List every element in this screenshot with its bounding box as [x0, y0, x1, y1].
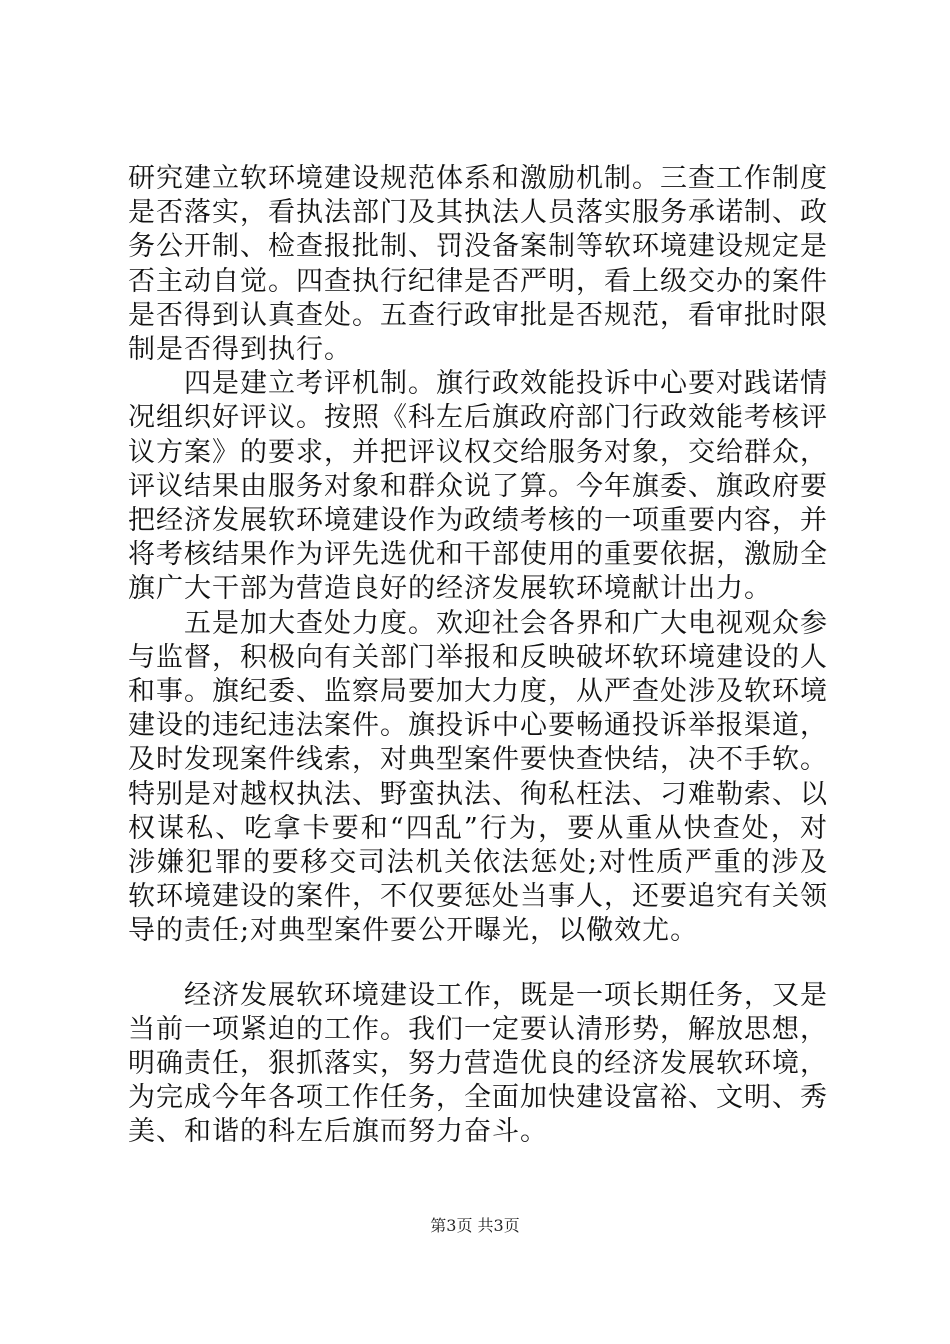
paragraph-evaluation-mechanism: 四是建立考评机制。旗行政效能投诉中心要对践诺情况组织好评议。按照《科左后旗政府部门行政效能考核评议方案》的要求，并把评议权交给服务对象，交给群众，评议结果由服务对象和群众说了算。今年旗委、旗政府要把经济发展软环境建设作为政绩考核的一项重要内容，并将考核结果作为评先选优和干部使用的重要依据，激励全旗广大干部为营造良好的经济发展软环境献计出力。	[128, 368, 828, 605]
paragraph-conclusion: 经济发展软环境建设工作，既是一项长期任务，又是当前一项紧迫的工作。我们一定要认清形势，解放思想，明确责任，狠抓落实，努力营造优良的经济发展软环境，为完成今年各项工作任务，全面加快建设富裕、文明、秀美、和谐的科左后旗而努力奋斗。	[128, 979, 828, 1148]
paragraph-continued: 研究建立软环境建设规范体系和激励机制。三查工作制度是否落实，看执法部门及其执法人员落实服务承诺制、政务公开制、检查报批制、罚没备案制等软环境建设规定是否主动自觉。四查执行纪律是否严明，看上级交办的案件是否得到认真查处。五查行政审批是否规范，看审批时限制是否得到执行。	[128, 163, 828, 366]
document-body	[128, 162, 828, 1150]
page-footer: 第3页 共3页	[430, 1216, 520, 1235]
paragraph-investigation-efforts: 五是加大查处力度。欢迎社会各界和广大电视观众参与监督，积极向有关部门举报和反映破坏软环境建设的人和事。旗纪委、监察局要加大力度，从严查处涉及软环境建设的违纪违法案件。旗投诉中心要畅通投诉举报渠道，及时发现案件线索，对典型案件要快查快结，决不手软。特别是对越权执法、野蛮执法、徇私枉法、刁难勒索、以权谋私、吃拿卡要和“四乱”行为，要从重从快查处，对涉嫌犯罪的要移交司法机关依法惩处;对性质严重的涉及软环境建设的案件，不仅要惩处当事人，还要追究有关领导的责任;对典型案件要公开曝光，以儆效尤。	[128, 607, 828, 947]
paragraph-spacer	[128, 949, 828, 979]
